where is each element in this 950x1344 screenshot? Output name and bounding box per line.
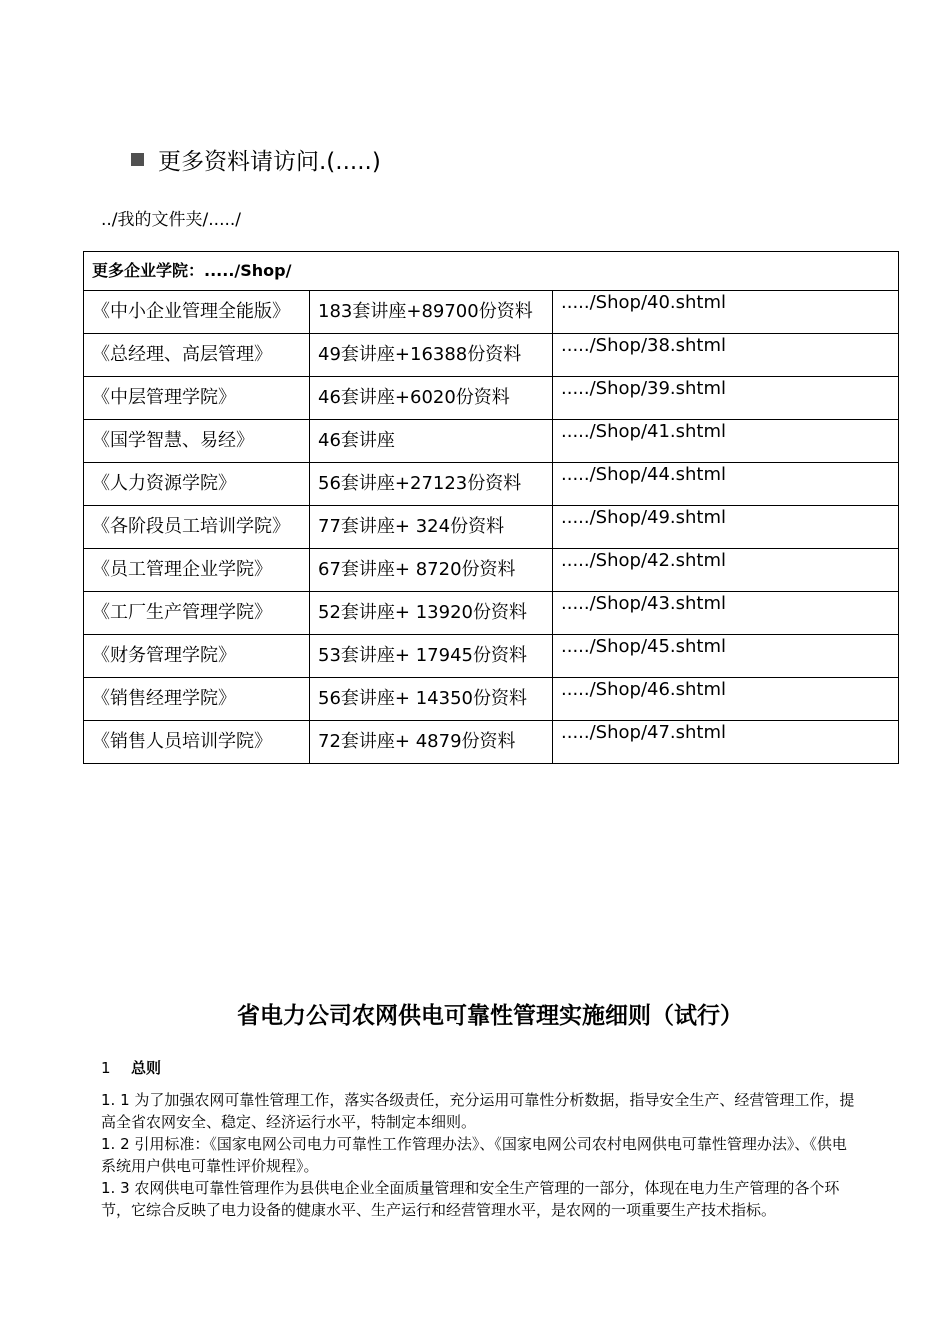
- table-row: [84, 291, 899, 334]
- table-row: [84, 420, 899, 463]
- paragraph: 1. 2 引用标准：《国家电网公司电力可靠性工作管理办法》、《国家电网公司农村电网供电可靠性管理办法》、《供电系统用户供电可靠性评价规程》。: [101, 1135, 847, 1175]
- course-content: 72套讲座+ 4879份资料: [310, 721, 553, 764]
- course-content: 46套讲座+6020份资料: [310, 377, 553, 420]
- course-content: 46套讲座: [310, 420, 553, 463]
- shop-table-header: 更多企业学院：...../Shop/: [84, 252, 899, 291]
- course-content: 53套讲座+ 17945份资料: [310, 635, 553, 678]
- more-resources-text: 更多资料请访问.(.....): [158, 149, 381, 175]
- document-title: 省电力公司农网供电可靠性管理实施细则（试行）: [237, 1003, 743, 1029]
- course-content: 183套讲座+89700份资料: [310, 291, 553, 334]
- course-link[interactable]: ...../Shop/40.shtml: [553, 291, 899, 334]
- section-number: 1: [101, 1059, 111, 1077]
- shop-table-header-row: [84, 252, 899, 291]
- course-name: 《中小企业管理全能版》: [84, 291, 310, 334]
- table-row: [84, 721, 899, 764]
- section-heading: [101, 1056, 161, 1080]
- course-link[interactable]: ...../Shop/38.shtml: [553, 334, 899, 377]
- paragraph: 1. 3 农网供电可靠性管理作为县供电企业全面质量管理和安全生产管理的一部分，体现在电力生产管理的各个环节，它综合反映了电力设备的健康水平、生产运行和经营管理水平，是农网的一项重要生产技术指标。: [101, 1179, 840, 1219]
- table-row: [84, 334, 899, 377]
- table-row: [84, 506, 899, 549]
- section-title: 总则: [131, 1059, 162, 1077]
- table-row: [84, 678, 899, 721]
- course-content: 67套讲座+ 8720份资料: [310, 549, 553, 592]
- course-name: 《国学智慧、易经》: [84, 420, 310, 463]
- course-name: 《财务管理学院》: [84, 635, 310, 678]
- course-content: 77套讲座+ 324份资料: [310, 506, 553, 549]
- course-name: 《人力资源学院》: [84, 463, 310, 506]
- course-link[interactable]: ...../Shop/43.shtml: [553, 592, 899, 635]
- course-name: 《销售人员培训学院》: [84, 721, 310, 764]
- course-link[interactable]: ...../Shop/46.shtml: [553, 678, 899, 721]
- course-name: 《工厂生产管理学院》: [84, 592, 310, 635]
- course-name: 《员工管理企业学院》: [84, 549, 310, 592]
- course-link[interactable]: ...../Shop/49.shtml: [553, 506, 899, 549]
- table-row: [84, 549, 899, 592]
- course-name: 《销售经理学院》: [84, 678, 310, 721]
- course-content: 49套讲座+16388份资料: [310, 334, 553, 377]
- table-row: [84, 635, 899, 678]
- course-link[interactable]: ...../Shop/42.shtml: [553, 549, 899, 592]
- document-body: [101, 1089, 861, 1221]
- more-resources-line: [131, 146, 381, 178]
- course-link[interactable]: ...../Shop/45.shtml: [553, 635, 899, 678]
- course-content: 56套讲座+ 14350份资料: [310, 678, 553, 721]
- course-content: 56套讲座+27123份资料: [310, 463, 553, 506]
- course-link[interactable]: ...../Shop/44.shtml: [553, 463, 899, 506]
- course-content: 52套讲座+ 13920份资料: [310, 592, 553, 635]
- course-link[interactable]: ...../Shop/47.shtml: [553, 721, 899, 764]
- course-name: 《各阶段员工培训学院》: [84, 506, 310, 549]
- course-link[interactable]: ...../Shop/41.shtml: [553, 420, 899, 463]
- paragraph: 1. 1 为了加强农网可靠性管理工作，落实各级责任，充分运用可靠性分析数据，指导安全生产、经营管理工作，提高全省农网安全、稳定、经济运行水平，特制定本细则。: [101, 1091, 855, 1131]
- table-row: [84, 463, 899, 506]
- table-row: [84, 592, 899, 635]
- course-link[interactable]: ...../Shop/39.shtml: [553, 377, 899, 420]
- course-name: 《总经理、高层管理》: [84, 334, 310, 377]
- course-name: 《中层管理学院》: [84, 377, 310, 420]
- folder-path: ../我的文件夹/...../: [101, 210, 242, 230]
- shop-table: [83, 251, 899, 764]
- table-row: [84, 377, 899, 420]
- square-bullet-icon: [131, 153, 144, 166]
